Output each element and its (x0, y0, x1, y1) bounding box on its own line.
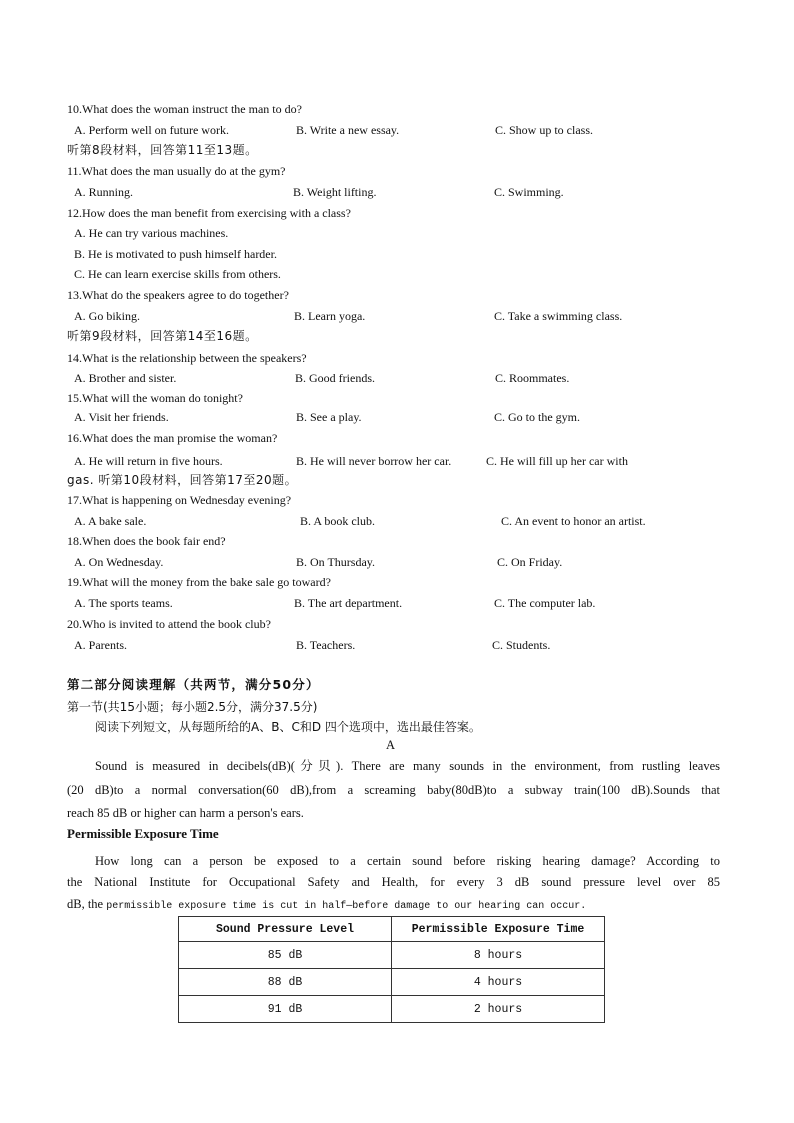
question-stem: 12.How does the man benefit from exercising with a class? (67, 206, 351, 220)
option-c: C. Take a swimming class. (494, 309, 623, 323)
passage-line: the National Institute for Occupational Safety and Health, for every 3 dB sound pressure level over 85 (67, 875, 720, 889)
passage-line-last (67, 896, 586, 915)
question-stem: 13.What do the speakers agree to do together? (67, 288, 289, 302)
question-stem: 19.What will the money from the bake sale go toward? (67, 575, 331, 589)
option-c: C. Swimming. (494, 185, 564, 199)
option-c: C. Roommates. (495, 371, 570, 385)
table-cell: 8 hours (392, 942, 605, 969)
option-c: C. An event to honor an artist. (501, 514, 646, 528)
question-stem: 18.When does the book fair end? (67, 534, 226, 548)
question-stem: 17.What is happening on Wednesday evening? (67, 493, 292, 507)
option-b: B. Good friends. (295, 371, 375, 385)
table-cell: 88 dB (179, 969, 392, 996)
option-a: A. Parents. (74, 638, 127, 652)
question-stem: 11.What does the man usually do at the gym? (67, 164, 286, 178)
listening-instruction: 听第8段材料，回答第11至13题。 (67, 143, 258, 157)
option-a: A. Visit her friends. (74, 410, 169, 424)
option-b: B. Learn yoga. (294, 309, 366, 323)
table-cell: 2 hours (392, 996, 605, 1023)
passage-paragraph-1 (67, 755, 720, 824)
option-a: A. Perform well on future work. (74, 123, 229, 137)
listening-instruction: gas. 听第10段材料，回答第17至20题。 (67, 473, 298, 487)
passage-label: A (386, 738, 396, 752)
table-row (179, 996, 605, 1023)
exposure-table (178, 916, 605, 1023)
passage-heading: Permissible Exposure Time (67, 826, 219, 841)
passage-paragraph-2 (67, 850, 720, 893)
section-subtitle: 第一节(共15小题；每小题2.5分，满分37.5分) (67, 700, 318, 714)
table-cell: 4 hours (392, 969, 605, 996)
table-row (179, 942, 605, 969)
option-a: A. He will return in five hours. (74, 454, 223, 468)
option-a: A. A bake sale. (74, 514, 147, 528)
option-a: A. On Wednesday. (74, 555, 164, 569)
option-b: B. Weight lifting. (293, 185, 377, 199)
option-c: C. Show up to class. (495, 123, 594, 137)
option-b: B. The art department. (294, 596, 403, 610)
table-header-row (179, 917, 605, 942)
option-a: A. Go biking. (74, 309, 140, 323)
option-c: C. On Friday. (497, 555, 563, 569)
table-header: Permissible Exposure Time (392, 917, 605, 942)
question-stem: 16.What does the man promise the woman? (67, 431, 278, 445)
reading-instruction: 阅读下列短文，从每题所给的A、B、C和D 四个选项中，选出最佳答案。 (95, 720, 481, 734)
table-cell: 85 dB (179, 942, 392, 969)
option-c: C. Go to the gym. (494, 410, 580, 424)
option-b: B. Write a new essay. (296, 123, 400, 137)
option-b: B. He will never borrow her car. (296, 454, 452, 468)
option-b: B. He is motivated to push himself harder. (74, 247, 277, 261)
option-b: B. A book club. (300, 514, 376, 528)
question-stem: 15.What will the woman do tonight? (67, 391, 243, 405)
option-a: A. The sports teams. (74, 596, 173, 610)
listening-instruction: 听第9段材料，回答第14至16题。 (67, 329, 258, 343)
passage-line: Sound is measured in decibels(dB)(分贝). There are many sounds in the environment, from rustling leaves (95, 759, 720, 773)
option-c: C. He can learn exercise skills from others. (74, 267, 281, 281)
option-a: A. Running. (74, 185, 134, 199)
question-stem: 14.What is the relationship between the speakers? (67, 351, 307, 365)
option-c: C. Students. (492, 638, 551, 652)
question-stem: 10.What does the woman instruct the man to do? (67, 102, 302, 116)
table-header: Sound Pressure Level (179, 917, 392, 942)
table-row (179, 969, 605, 996)
option-c: C. The computer lab. (494, 596, 596, 610)
passage-line-rest: permissible exposure time is cut in half—before damage to our hearing can occur. (106, 901, 587, 912)
option-a: A. Brother and sister. (74, 371, 177, 385)
option-b: B. On Thursday. (296, 555, 375, 569)
passage-line: reach 85 dB or higher can harm a person's ears. (67, 806, 304, 820)
option-b: B. See a play. (296, 410, 362, 424)
option-b: B. Teachers. (296, 638, 356, 652)
passage-line: How long can a person be exposed to a certain sound before risking hearing damage? According to (95, 854, 720, 868)
table-cell: 91 dB (179, 996, 392, 1023)
passage-line: (20 dB)to a normal conversation(60 dB),from a screaming baby(80dB)to a subway train(100 dB).Sounds that (67, 783, 720, 797)
question-stem: 20.Who is invited to attend the book club? (67, 617, 271, 631)
option-a: A. He can try various machines. (74, 226, 229, 240)
section-title: 第二部分阅读理解（共两节，满分50分） (67, 677, 320, 692)
option-c: C. He will fill up her car with (486, 454, 628, 468)
passage-line-start: dB, the (67, 897, 104, 911)
